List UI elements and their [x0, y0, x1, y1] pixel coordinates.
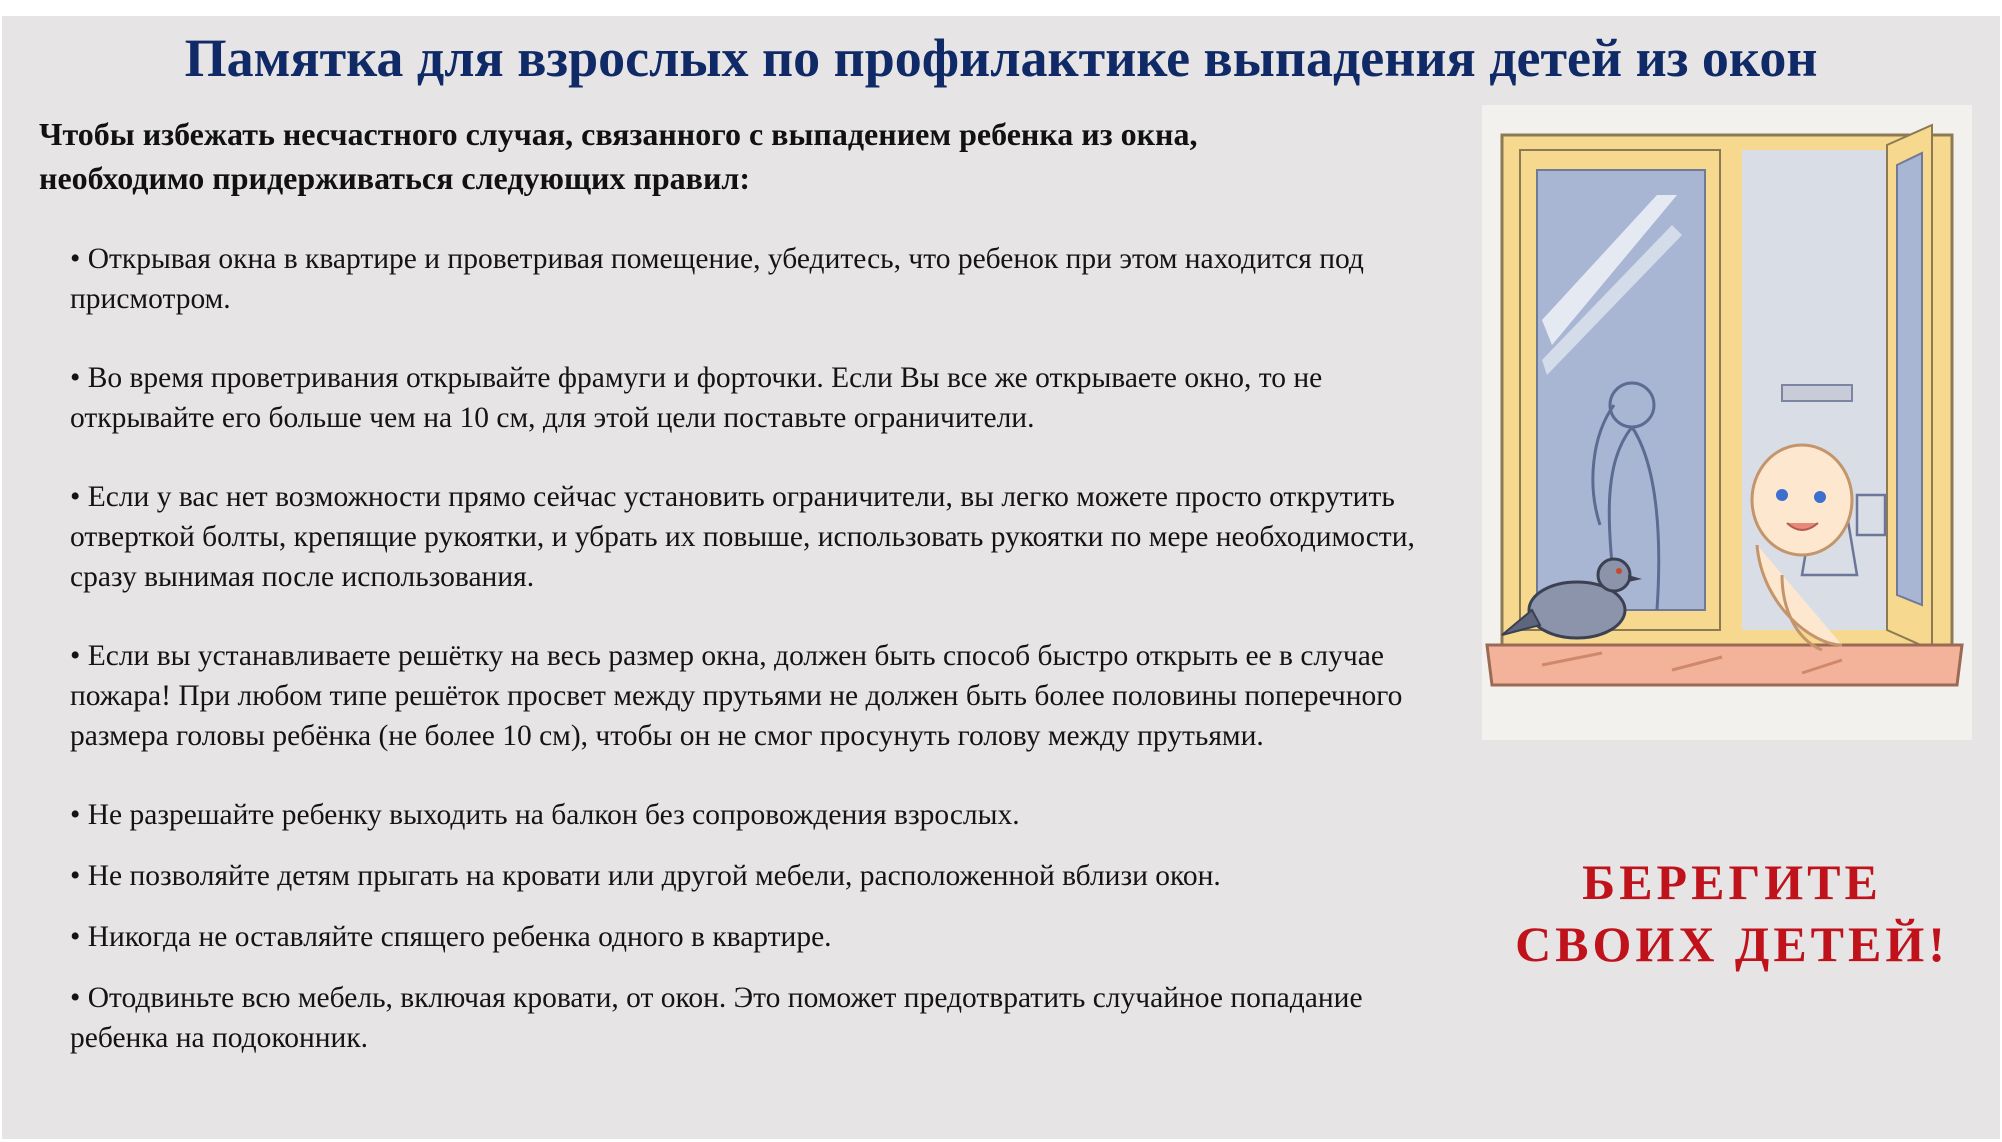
- intro-line-1: Чтобы избежать несчастного случая, связанного с выпадением ребенка из окна,: [39, 116, 1198, 152]
- rule-item: • Не разрешайте ребенку выходить на балкон без сопровождения взрослых.: [70, 795, 1450, 835]
- slogan-line-1: БЕРЕГИТЕ: [1582, 854, 1882, 910]
- slogan: [1472, 851, 1992, 975]
- rule-item: • Отодвиньте всю мебель, включая кровати, от окон. Это поможет предотвратить случайное попадание ребенка на подоконник.: [70, 978, 1450, 1058]
- rule-item: • Во время проветривания открывайте фрамуги и форточки. Если Вы все же открываете окно, то не открывайте его больше чем на 10 см, для этой цели поставьте ограничители.: [70, 358, 1450, 438]
- page-title: Памятка для взрослых по профилактике выпадения детей из окон: [184, 28, 1818, 88]
- memo-sheet: [2, 16, 2000, 1139]
- rule-item: • Если у вас нет возможности прямо сейчас установить ограничители, вы легко можете просто открутить отверткой болты, крепящие рукоятки, и убрать их повыше, использовать рукоятки по мере необходимости, сразу вынимая после использования.: [70, 477, 1450, 597]
- rule-item: • Если вы устанавливаете решётку на весь размер окна, должен быть способ быстро открыть ее в случае пожара! При любом типе решёток просвет между прутьями не должен быть более половины поперечного размера головы ребёнка (не более 10 см), чтобы он не смог просунуть голову между прутьями.: [70, 636, 1450, 756]
- rules-list: [70, 239, 1450, 1058]
- slogan-line-2: СВОИХ ДЕТЕЙ!: [1515, 916, 1949, 972]
- rule-item: • Не позволяйте детям прыгать на кровати или другой мебели, расположенной вблизи окон.: [70, 856, 1450, 896]
- window-child-illustration: [1482, 105, 1972, 740]
- rule-item: • Открывая окна в квартире и проветривая помещение, убедитесь, что ребенок при этом находится под присмотром.: [70, 239, 1450, 319]
- intro-text: [39, 112, 1439, 200]
- intro-line-2: необходимо придерживаться следующих правил:: [39, 160, 750, 196]
- rule-item: • Никогда не оставляйте спящего ребенка одного в квартире.: [70, 917, 1450, 957]
